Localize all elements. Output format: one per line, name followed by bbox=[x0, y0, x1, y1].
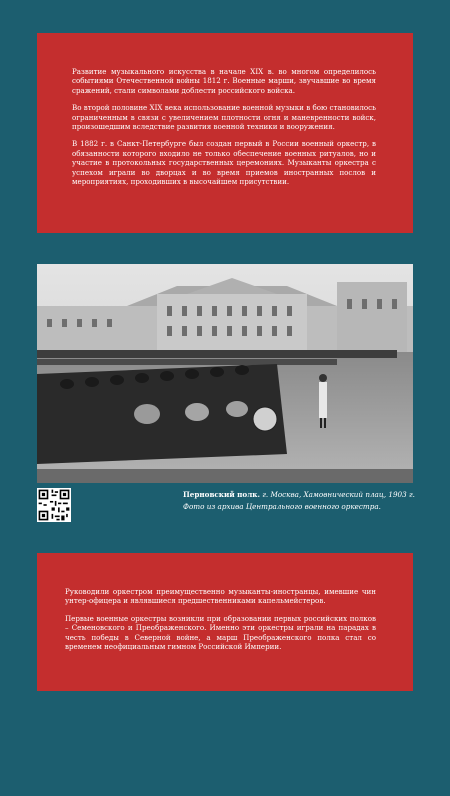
bottom-text-panel bbox=[37, 553, 413, 691]
bottom-paragraph-1: Руководили оркестром преимущественно музыканты-иностранцы, имевшие чин унтер-офицера и являвшиеся предшественниками капельмейстеров. bbox=[65, 587, 376, 606]
top-paragraph-3: В 1882 г. в Санкт-Петербурге был создан первый в России военный оркестр, в обязанности которого входило не только обеспечение военных ритуалов, но и участие в протокольных государственных церемониях. Музыканты оркестра с успехом играли во дворцах и во время приемов иностранных послов и мероприятиях, проходивших в высочайшем присутствии. bbox=[72, 139, 376, 187]
photo-illustration bbox=[37, 264, 413, 483]
top-paragraph-1: Развитие музыкального искусства в начале XIX в. во многом определилось событиями Отечественной войны 1812 г. Военные марши, звучавшие во время сражений, стали символами доблести российского войска. bbox=[72, 67, 376, 95]
caption-source: Фото из архива Центрального военного оркестра. bbox=[183, 502, 381, 511]
qr-code-graphic bbox=[37, 488, 71, 522]
top-paragraph-2: Во второй половине XIX века использование военной музыки в бою становилось ограниченным в связи с увеличением плотности огня и маневренности войск, произошедшим вследствие развития военной техники и вооружения. bbox=[72, 103, 376, 132]
caption-line-2 bbox=[183, 501, 418, 513]
caption-title: Перновский полк. bbox=[183, 490, 260, 499]
top-text-panel bbox=[37, 33, 413, 233]
historical-photo bbox=[37, 264, 413, 483]
qr-code-icon[interactable] bbox=[37, 488, 71, 522]
bottom-paragraph-2: Первые военные оркестры возникли при образовании первых российских полков – Семеновского и Преображенского. Именно эти оркестры играли на парадах в честь победы в Северной войне, а марш Преображенского полка стал со временем неофициальным гимном Российской Империи. bbox=[65, 613, 376, 652]
caption-line-1 bbox=[183, 489, 418, 501]
caption-place: г. Москва, Хамовнический плац, 1903 г. bbox=[259, 490, 415, 499]
photo-caption bbox=[183, 489, 418, 513]
